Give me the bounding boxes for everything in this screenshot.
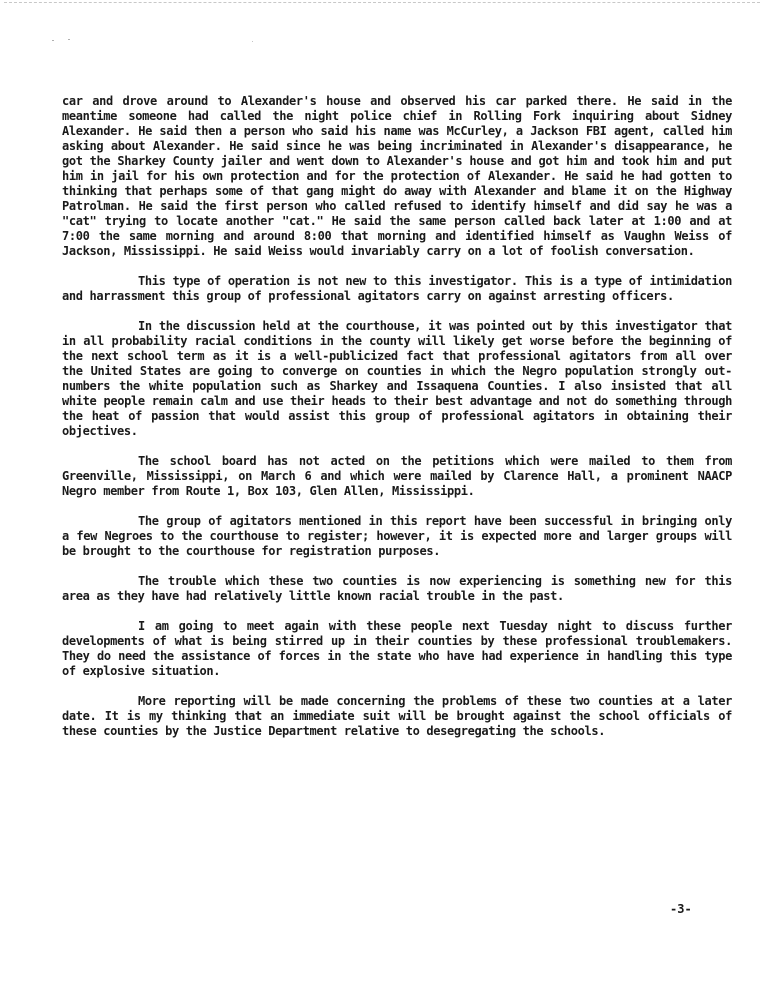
paragraph-3: In the discussion held at the courthouse, it was pointed out by this investigator that in all probability racial conditions in the county will likely get worse before the beginning of the next school term as it is a well-publicized fact that professional agitators from all over the United States are going to converge on counties in which the Negro population strongly out-numbers the white population such as Sharkey and Issaquena Counties. I also insisted that all white people remain calm and use their heads to their best advantage and not do something through the heat of passion that would assist this group of professional agitators in obtaining their objectives. (62, 319, 732, 438)
page-number: -3- (670, 902, 692, 916)
scan-specks (52, 38, 82, 42)
paragraph-7: I am going to meet again with these people next Tuesday night to discuss further developments of what is being stirred up in their counties by these professional troublemakers. They do need the assistance of forces in the state who have had experience in handling this type of explosive situation. (62, 619, 732, 678)
paragraph-6: The trouble which these two counties is now experiencing is something new for this area as they have had relatively little known racial trouble in the past. (62, 574, 732, 603)
paragraph-8: More reporting will be made concerning the problems of these two counties at a later date. It is my thinking that an immediate suit will be brought against the school officials of these counties by the Justice Department relative to desegregating the schools. (62, 694, 732, 738)
top-perforation-line (4, 2, 760, 3)
paragraph-2: This type of operation is not new to this investigator. This is a type of intimidation and harrassment this group of professional agitators carry on against arresting officers. (62, 274, 732, 303)
paragraph-4: The school board has not acted on the petitions which were mailed to them from Greenville, Mississippi, on March 6 and which were mailed by Clarence Hall, a prominent NAACP Negro member from Route 1, Box 103, Glen Allen, Mississippi. (62, 454, 732, 498)
document-body (62, 94, 732, 754)
paragraph-5: The group of agitators mentioned in this report have been successful in bringing only a few Negroes to the courthouse to register; however, it is expected more and larger groups will be brought to the courthouse for registration purposes. (62, 514, 732, 558)
paragraph-1: car and drove around to Alexander's house and observed his car parked there. He said in the meantime someone had called the night police chief in Rolling Fork inquiring about Sidney Alexander. He said then a person who said his name was McCurley, a Jackson FBI agent, called him asking about Alexander. He said since he was being incriminated in Alexander's disappearance, he got the Sharkey County jailer and went down to Alexander's house and got him and took him and put him in jail for his own protection and for the protection of Alexander. He said he had gotten to thinking that perhaps some of that gang might do away with Alexander and blame it on the Highway Patrolman. He said the first person who called refused to identify himself and did say he was a "cat" trying to locate another "cat." He said the same person called back later at 1:00 and at 7:00 the same morning and around 8:00 that morning and identified himself as Vaughn Weiss of Jackson, Mississippi. He said Weiss would invariably carry on a lot of foolish conversation. (62, 94, 732, 258)
